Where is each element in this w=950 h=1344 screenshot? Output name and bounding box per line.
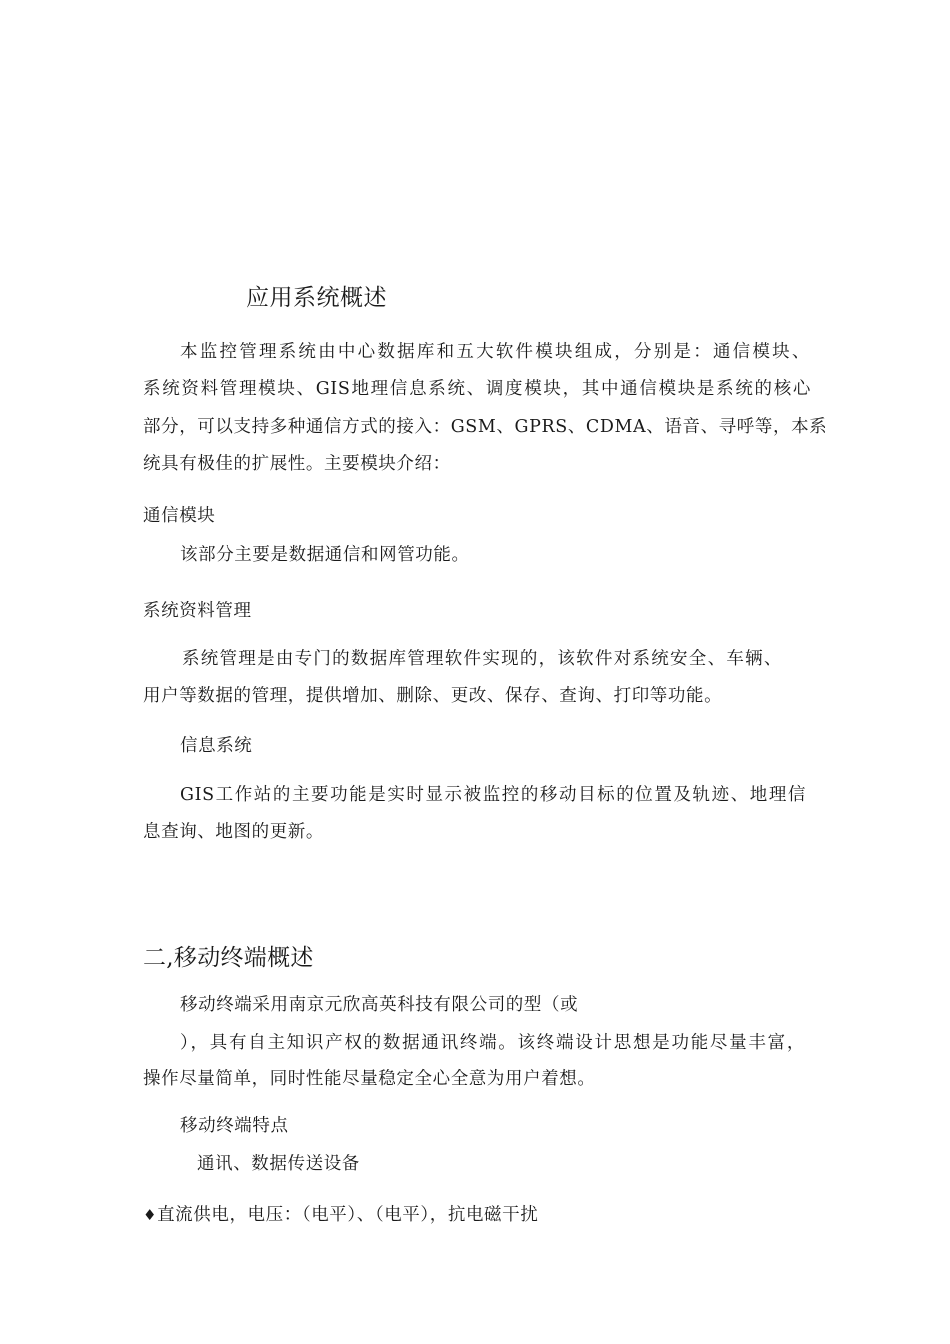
terminal-bullet-text: 直流供电，电压：（电平）、（电平），抗电磁干扰	[157, 1205, 539, 1225]
page-title: 应用系统概述	[246, 285, 387, 311]
section-heading-data-management: 系统资料管理	[143, 601, 252, 621]
diamond-bullet-icon: ♦	[143, 1206, 158, 1224]
info-system-line-2: 息查询、地图的更新。	[143, 822, 324, 842]
intro-paragraph-line-4: 统具有极佳的扩展性。主要模块介绍：	[143, 454, 451, 474]
terminal-paragraph-line-3: 操作尽量简单，同时性能尽量稳定全心全意为用户着想。	[143, 1069, 596, 1089]
terminal-bullet-item	[143, 1204, 538, 1226]
data-management-line-1: 系统管理是由专门的数据库管理软件实现的，该软件对系统安全、车辆、	[182, 649, 782, 669]
intro-paragraph-line-3: 部分，可以支持多种通信方式的接入：GSM、GPRS、CDMA、语音、寻呼等，本系	[143, 417, 828, 437]
section-heading-info-system: 信息系统	[180, 736, 253, 756]
terminal-features-heading: 移动终端特点	[180, 1116, 289, 1136]
section-title-mobile-terminal: 二,移动终端概述	[143, 945, 314, 971]
comm-module-text: 该部分主要是数据通信和网管功能。	[180, 545, 470, 565]
intro-paragraph-line-1: 本监控管理系统由中心数据库和五大软件模块组成，分别是：通信模块、	[180, 342, 810, 362]
section-heading-comm-module: 通信模块	[143, 506, 216, 526]
data-management-line-2: 用户等数据的管理，提供增加、删除、更改、保存、查询、打印等功能。	[143, 686, 723, 706]
intro-paragraph-line-2: 系统资料管理模块、GIS地理信息系统、调度模块，其中通信模块是系统的核心	[143, 379, 811, 399]
terminal-paragraph-line-1: 移动终端采用南京元欣高英科技有限公司的型（或	[180, 995, 579, 1015]
terminal-device-text: 通讯、数据传送设备	[197, 1154, 360, 1174]
terminal-paragraph-line-2: ），具有自主知识产权的数据通讯终端。该终端设计思想是功能尽量丰富，	[180, 1033, 805, 1053]
info-system-line-1: GIS工作站的主要功能是实时显示被监控的移动目标的位置及轨迹、地理信	[180, 785, 806, 805]
